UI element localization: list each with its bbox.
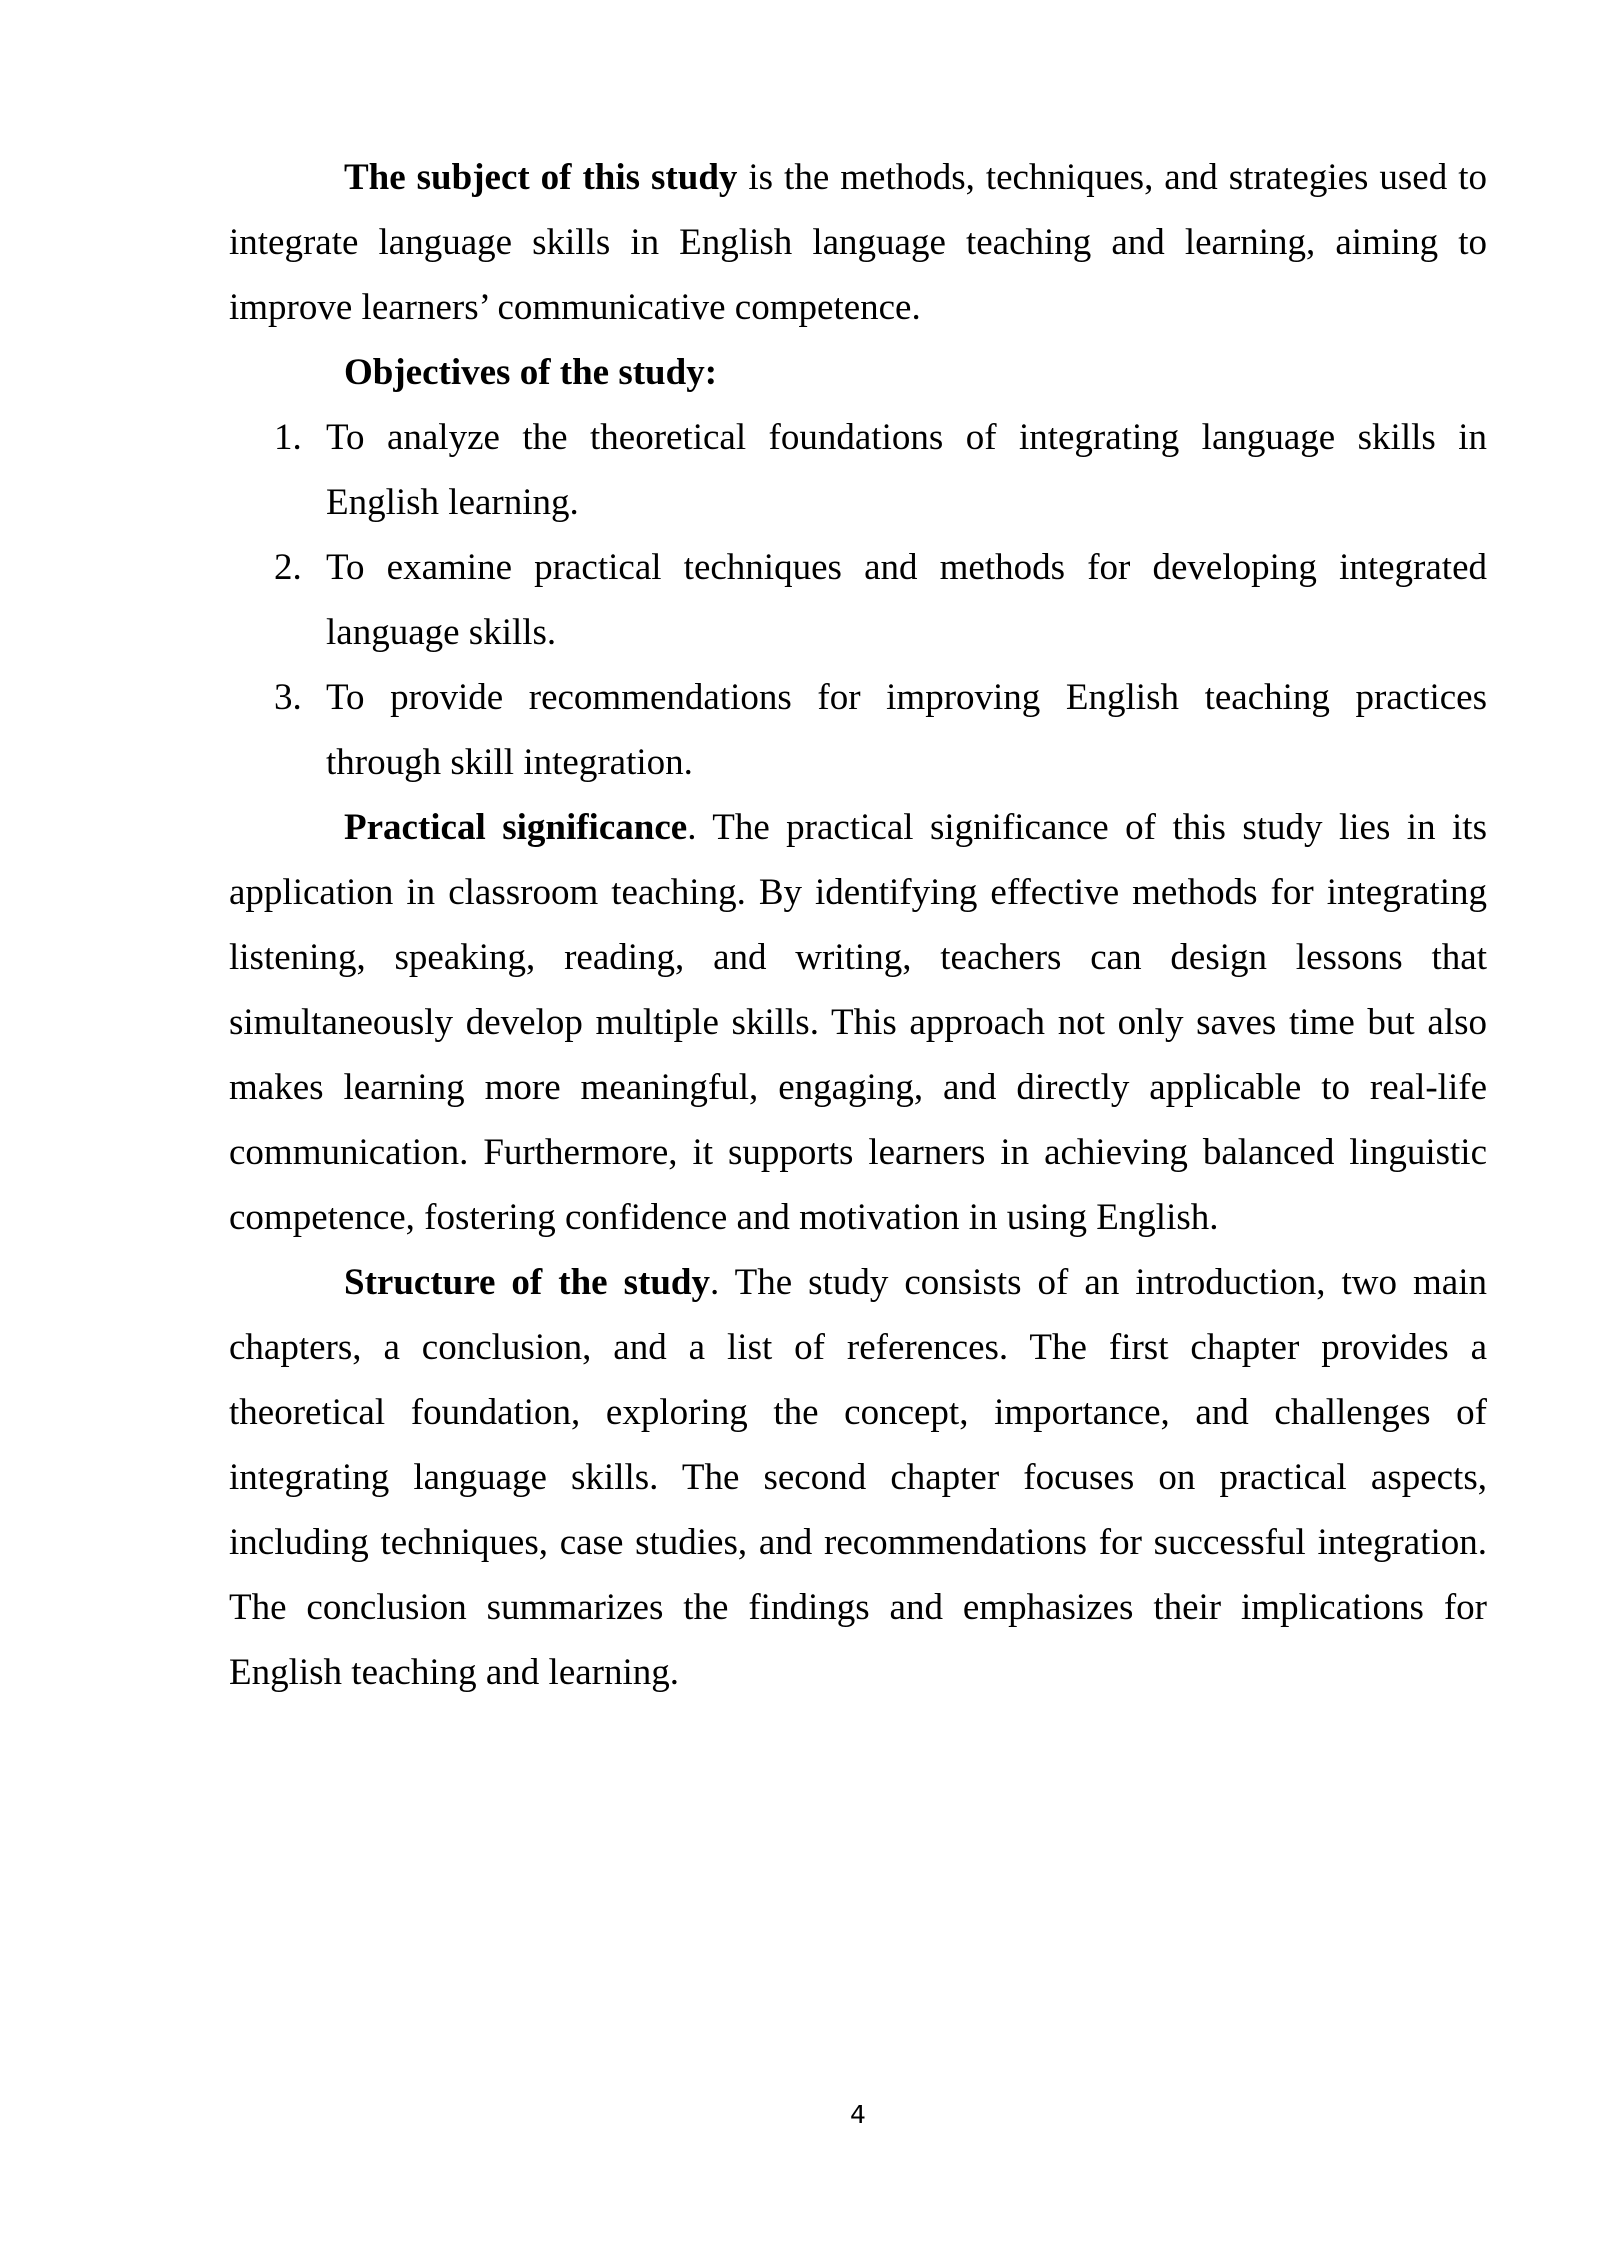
- objective-text: To examine practical techniques and methods for developing integrated language skills.: [326, 547, 1487, 653]
- objective-item: [274, 665, 1487, 795]
- subject-text: is the methods, techniques, and strategies used to integrate language skills in English language teaching and learning, aiming to improve learners’ communicative competence.: [229, 157, 1487, 328]
- significance-lead: Practical significance: [344, 807, 688, 848]
- significance-paragraph: [229, 795, 1487, 1250]
- objective-text: To analyze the theoretical foundations of integrating language skills in English learning.: [326, 417, 1487, 523]
- objective-item: [274, 405, 1487, 535]
- subject-lead: The subject of this study: [344, 157, 738, 198]
- page-number: 4: [850, 2100, 866, 2129]
- objective-number: 2.: [274, 547, 302, 588]
- objectives-list: [229, 405, 1487, 795]
- objective-number: 3.: [274, 677, 302, 718]
- objective-number: 1.: [274, 417, 302, 458]
- subject-paragraph: [229, 145, 1487, 340]
- objectives-heading: Objectives of the study:: [344, 352, 718, 393]
- objective-text: To provide recommendations for improving English teaching practices through skill integration.: [326, 677, 1487, 783]
- structure-paragraph: [229, 1250, 1487, 1705]
- structure-lead: Structure of the study: [344, 1262, 710, 1303]
- significance-text: . The practical significance of this study lies in its application in classroom teaching. By identifying effective methods for integrating listening, speaking, reading, and writing, teachers can design lessons that simultaneously develop multiple skills. This approach not only saves time but also makes learning more meaningful, engaging, and directly applicable to real-life communication. Furthermore, it supports learners in achieving balanced linguistic competence, fostering confidence and motivation in using English.: [229, 807, 1487, 1238]
- objective-item: [274, 535, 1487, 665]
- page-body: [229, 145, 1487, 1705]
- structure-text: . The study consists of an introduction, two main chapters, a conclusion, and a list of references. The first chapter provides a theoretical foundation, exploring the concept, importance, and challenges of integrating language skills. The second chapter focuses on practical aspects, including techniques, case studies, and recommendations for successful integration. The conclusion summarizes the findings and emphasizes their implications for English teaching and learning.: [229, 1262, 1487, 1693]
